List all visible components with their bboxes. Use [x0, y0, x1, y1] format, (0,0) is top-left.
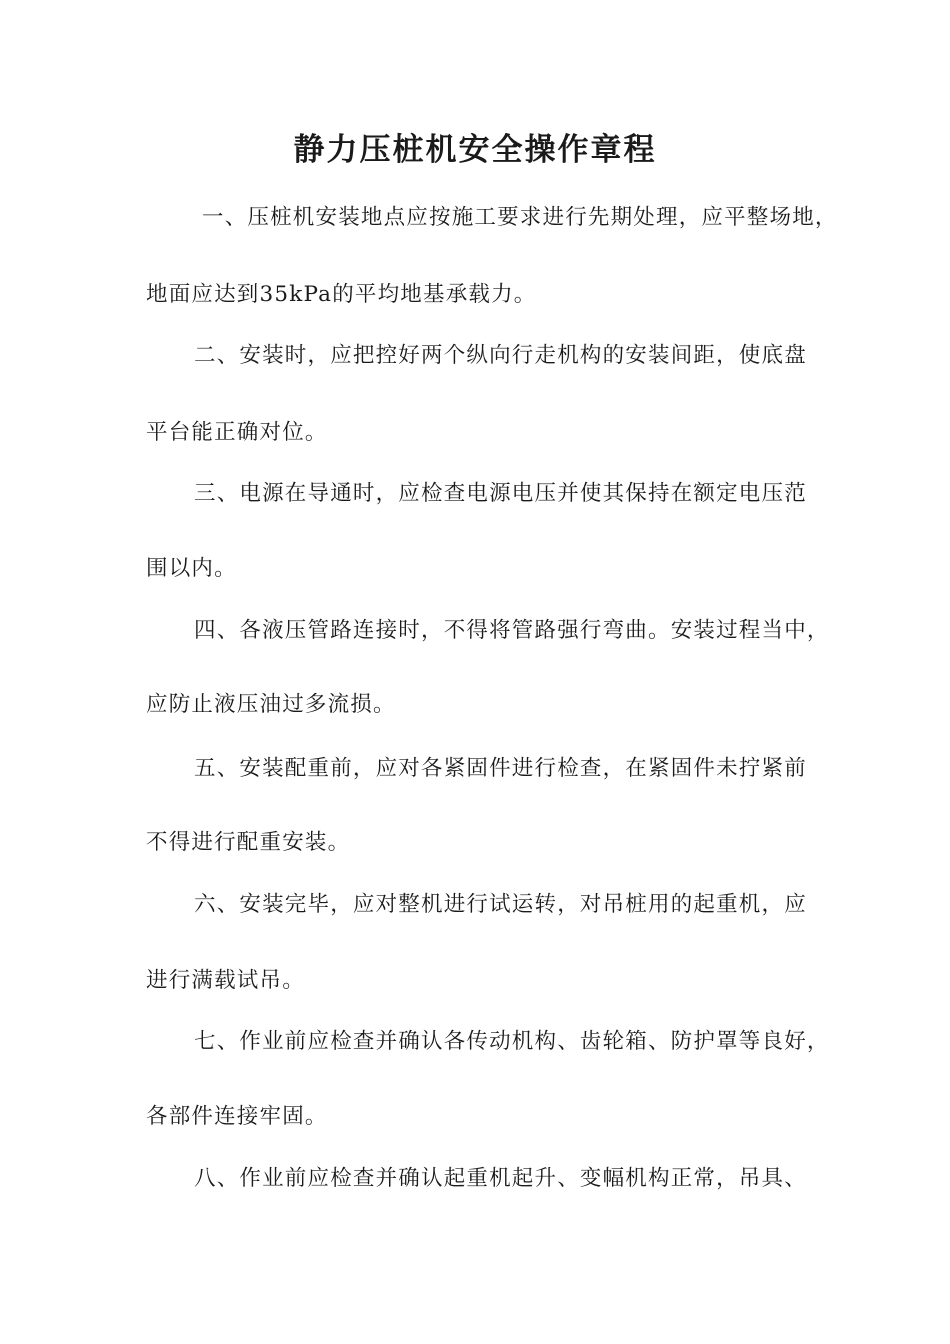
paragraph-3-line-2: 围以内。: [146, 556, 237, 581]
paragraph-5-line-2: 不得进行配重安装。: [146, 830, 351, 855]
paragraph-6-line-1: 六、安装完毕，应对整机进行试运转，对吊桩用的起重机，应: [194, 892, 807, 917]
paragraph-8-line-1: 八、作业前应检查并确认起重机起升、变幅机构正常，吊具、: [194, 1166, 807, 1191]
paragraph-3-line-1: 三、电源在导通时，应检查电源电压并使其保持在额定电压范: [194, 481, 807, 506]
paragraph-1-line-1: 一、压桩机安装地点应按施工要求进行先期处理，应平整场地，: [202, 205, 838, 230]
paragraph-2-line-2: 平台能正确对位。: [146, 420, 328, 445]
paragraph-6-line-2: 进行满载试吊。: [146, 968, 305, 993]
paragraph-2-line-1: 二、安装时，应把控好两个纵向行走机构的安装间距，使底盘: [194, 343, 807, 368]
paragraph-4-line-2: 应防止液压油过多流损。: [146, 692, 396, 717]
paragraph-5-line-1: 五、安装配重前，应对各紧固件进行检查，在紧固件未拧紧前: [194, 756, 807, 781]
paragraph-1-line-2: 地面应达到35kPa的平均地基承载力。: [146, 282, 537, 307]
paragraph-4-line-1: 四、各液压管路连接时，不得将管路强行弯曲。安装过程当中，: [194, 618, 830, 643]
document-title: 静力压桩机安全操作章程: [293, 132, 657, 168]
paragraph-7-line-1: 七、作业前应检查并确认各传动机构、齿轮箱、防护罩等良好，: [194, 1029, 830, 1054]
paragraph-7-line-2: 各部件连接牢固。: [146, 1104, 328, 1129]
